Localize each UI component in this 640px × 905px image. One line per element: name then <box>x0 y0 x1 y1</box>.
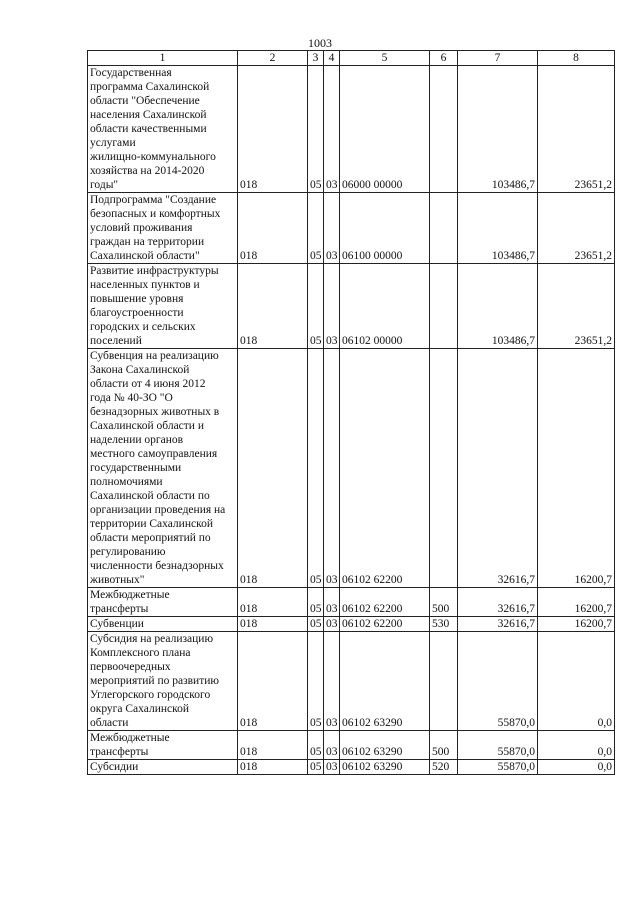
column-header: 3 <box>308 51 324 66</box>
column-header: 2 <box>238 51 308 66</box>
table-row <box>88 760 615 775</box>
cell-subsection: 03 <box>324 193 340 264</box>
row-name: Межбюджетные трансферты <box>88 731 238 760</box>
cell-code: 018 <box>238 66 308 193</box>
table-row <box>88 193 615 264</box>
table-row <box>88 264 615 349</box>
cell-section: 05 <box>308 632 324 731</box>
cell-subsection: 03 <box>324 731 340 760</box>
cell-amount-8: 16200,7 <box>538 617 615 632</box>
cell-subsection: 03 <box>324 632 340 731</box>
table-row <box>88 731 615 760</box>
cell-amount-8: 0,0 <box>538 731 615 760</box>
row-name: Субвенция на реализацию Закона Сахалинской области от 4 июня 2012 года № 40-ЗО "О безнадзорных животных в Сахалинской области и наделении органов местного самоуправления государственными полномочиями Сахалинской области по организации проведения на территории Сахалинской области мероприятий по регулированию численности безнадзорных животных" <box>88 349 238 588</box>
header-row <box>88 51 615 66</box>
cell-amount-8: 16200,7 <box>538 588 615 617</box>
cell-amount-7: 32616,7 <box>458 617 538 632</box>
table-row <box>88 588 615 617</box>
cell-expense-type <box>430 193 458 264</box>
cell-amount-8: 0,0 <box>538 632 615 731</box>
cell-target-article: 06102 62200 <box>340 588 430 617</box>
row-name: Подпрограмма "Создание безопасных и комфортных условий проживания граждан на территории Сахалинской области" <box>88 193 238 264</box>
cell-subsection: 03 <box>324 588 340 617</box>
row-name: Развитие инфраструктуры населенных пунктов и повышение уровня благоустроенности городских и сельских поселений <box>88 264 238 349</box>
cell-amount-8: 16200,7 <box>538 349 615 588</box>
cell-target-article: 06102 62200 <box>340 617 430 632</box>
row-name: Государственная программа Сахалинской области "Обеспечение населения Сахалинской области качественными услугами жилищно-коммунального хозяйства на 2014-2020 годы" <box>88 66 238 193</box>
table-row <box>88 632 615 731</box>
cell-section: 05 <box>308 731 324 760</box>
budget-table <box>87 50 615 775</box>
row-name: Межбюджетные трансферты <box>88 588 238 617</box>
column-header: 5 <box>340 51 430 66</box>
cell-amount-7: 32616,7 <box>458 349 538 588</box>
cell-amount-8: 0,0 <box>538 760 615 775</box>
page-number: 1003 <box>308 36 332 50</box>
cell-target-article: 06102 62200 <box>340 349 430 588</box>
table-row <box>88 617 615 632</box>
cell-section: 05 <box>308 264 324 349</box>
cell-code: 018 <box>238 760 308 775</box>
cell-amount-7: 103486,7 <box>458 193 538 264</box>
column-header: 8 <box>538 51 615 66</box>
cell-section: 05 <box>308 588 324 617</box>
row-name: Субвенции <box>88 617 238 632</box>
cell-subsection: 03 <box>324 66 340 193</box>
cell-code: 018 <box>238 588 308 617</box>
column-header: 6 <box>430 51 458 66</box>
cell-amount-7: 55870,0 <box>458 632 538 731</box>
cell-amount-8: 23651,2 <box>538 193 615 264</box>
cell-target-article: 06102 63290 <box>340 760 430 775</box>
row-name: Субсидии <box>88 760 238 775</box>
cell-section: 05 <box>308 193 324 264</box>
cell-target-article: 06100 00000 <box>340 193 430 264</box>
table-row <box>88 66 615 193</box>
cell-expense-type <box>430 632 458 731</box>
cell-subsection: 03 <box>324 617 340 632</box>
cell-expense-type: 530 <box>430 617 458 632</box>
row-name: Субсидия на реализацию Комплексного плана первоочередных мероприятий по развитию Углегорского городского округа Сахалинской области <box>88 632 238 731</box>
cell-target-article: 06000 00000 <box>340 66 430 193</box>
cell-amount-7: 55870,0 <box>458 760 538 775</box>
cell-code: 018 <box>238 632 308 731</box>
cell-expense-type <box>430 66 458 193</box>
cell-subsection: 03 <box>324 760 340 775</box>
column-header: 4 <box>324 51 340 66</box>
cell-amount-7: 103486,7 <box>458 264 538 349</box>
cell-subsection: 03 <box>324 264 340 349</box>
cell-subsection: 03 <box>324 349 340 588</box>
cell-section: 05 <box>308 66 324 193</box>
cell-target-article: 06102 00000 <box>340 264 430 349</box>
cell-target-article: 06102 63290 <box>340 731 430 760</box>
column-header: 7 <box>458 51 538 66</box>
cell-code: 018 <box>238 193 308 264</box>
cell-code: 018 <box>238 731 308 760</box>
cell-section: 05 <box>308 349 324 588</box>
table-row <box>88 349 615 588</box>
cell-expense-type <box>430 264 458 349</box>
cell-expense-type: 500 <box>430 588 458 617</box>
cell-section: 05 <box>308 617 324 632</box>
cell-amount-7: 55870,0 <box>458 731 538 760</box>
cell-amount-8: 23651,2 <box>538 66 615 193</box>
cell-amount-7: 103486,7 <box>458 66 538 193</box>
cell-target-article: 06102 63290 <box>340 632 430 731</box>
cell-expense-type <box>430 349 458 588</box>
cell-code: 018 <box>238 617 308 632</box>
cell-expense-type: 500 <box>430 731 458 760</box>
cell-code: 018 <box>238 264 308 349</box>
cell-code: 018 <box>238 349 308 588</box>
cell-expense-type: 520 <box>430 760 458 775</box>
cell-amount-7: 32616,7 <box>458 588 538 617</box>
column-header: 1 <box>88 51 238 66</box>
cell-section: 05 <box>308 760 324 775</box>
cell-amount-8: 23651,2 <box>538 264 615 349</box>
